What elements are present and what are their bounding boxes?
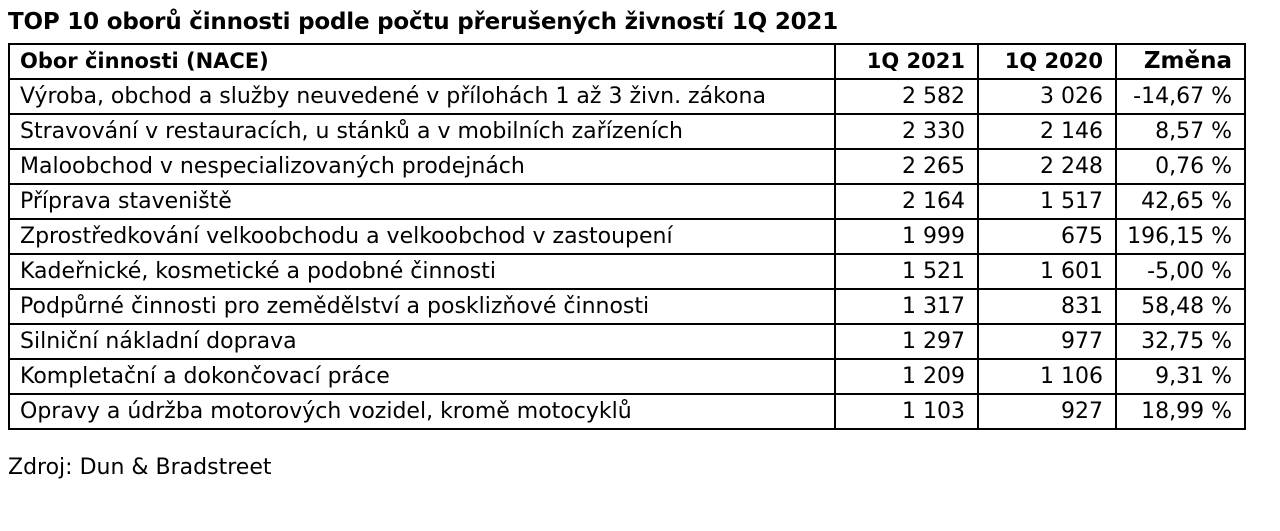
table-row bbox=[9, 184, 1245, 219]
cell-q2020: 927 bbox=[978, 394, 1116, 429]
cell-q2021: 1 999 bbox=[835, 219, 978, 254]
cell-q2021: 2 265 bbox=[835, 149, 978, 184]
source-note: Zdroj: Dun & Bradstreet bbox=[8, 455, 272, 480]
cell-category: Podpůrné činnosti pro zemědělství a posklizňové činnosti bbox=[9, 289, 835, 324]
header-change: Změna bbox=[1116, 44, 1245, 79]
cell-category: Maloobchod v nespecializovaných prodejnách bbox=[9, 149, 835, 184]
cell-q2021: 1 297 bbox=[835, 324, 978, 359]
cell-q2020: 1 517 bbox=[978, 184, 1116, 219]
cell-category: Opravy a údržba motorových vozidel, kromě motocyklů bbox=[9, 394, 835, 429]
table-row bbox=[9, 79, 1245, 114]
cell-q2020: 675 bbox=[978, 219, 1116, 254]
table-row bbox=[9, 114, 1245, 149]
cell-q2021: 1 521 bbox=[835, 254, 978, 289]
table-row bbox=[9, 149, 1245, 184]
cell-change: 42,65 % bbox=[1116, 184, 1245, 219]
cell-change: 8,57 % bbox=[1116, 114, 1245, 149]
table-title: TOP 10 oborů činnosti podle počtu přerušených živností 1Q 2021 bbox=[8, 9, 839, 35]
cell-q2020: 3 026 bbox=[978, 79, 1116, 114]
cell-q2021: 2 330 bbox=[835, 114, 978, 149]
table-row bbox=[9, 219, 1245, 254]
cell-change: -5,00 % bbox=[1116, 254, 1245, 289]
header-q2021: 1Q 2021 bbox=[835, 44, 978, 79]
table-row bbox=[9, 394, 1245, 429]
cell-q2020: 831 bbox=[978, 289, 1116, 324]
cell-q2021: 1 317 bbox=[835, 289, 978, 324]
cell-change: 196,15 % bbox=[1116, 219, 1245, 254]
cell-category: Příprava staveniště bbox=[9, 184, 835, 219]
table-row bbox=[9, 324, 1245, 359]
table-row bbox=[9, 359, 1245, 394]
cell-q2021: 2 582 bbox=[835, 79, 978, 114]
cell-q2020: 2 146 bbox=[978, 114, 1116, 149]
cell-category: Stravování v restauracích, u stánků a v mobilních zařízeních bbox=[9, 114, 835, 149]
cell-change: 58,48 % bbox=[1116, 289, 1245, 324]
cell-change: 18,99 % bbox=[1116, 394, 1245, 429]
cell-q2020: 977 bbox=[978, 324, 1116, 359]
cell-category: Kadeřnické, kosmetické a podobné činnosti bbox=[9, 254, 835, 289]
cell-category: Zprostředkování velkoobchodu a velkoobchod v zastoupení bbox=[9, 219, 835, 254]
header-q2020: 1Q 2020 bbox=[978, 44, 1116, 79]
cell-q2021: 1 103 bbox=[835, 394, 978, 429]
header-category: Obor činnosti (NACE) bbox=[9, 44, 835, 79]
data-table bbox=[8, 43, 1246, 430]
cell-change: 0,76 % bbox=[1116, 149, 1245, 184]
cell-category: Kompletační a dokončovací práce bbox=[9, 359, 835, 394]
cell-category: Výroba, obchod a služby neuvedené v přílohách 1 až 3 živn. zákona bbox=[9, 79, 835, 114]
table-row bbox=[9, 254, 1245, 289]
header-row bbox=[9, 44, 1245, 79]
cell-q2020: 2 248 bbox=[978, 149, 1116, 184]
cell-category: Silniční nákladní doprava bbox=[9, 324, 835, 359]
cell-q2021: 2 164 bbox=[835, 184, 978, 219]
cell-q2020: 1 106 bbox=[978, 359, 1116, 394]
cell-change: 9,31 % bbox=[1116, 359, 1245, 394]
cell-change: 32,75 % bbox=[1116, 324, 1245, 359]
cell-q2020: 1 601 bbox=[978, 254, 1116, 289]
table-row bbox=[9, 289, 1245, 324]
cell-q2021: 1 209 bbox=[835, 359, 978, 394]
cell-change: -14,67 % bbox=[1116, 79, 1245, 114]
